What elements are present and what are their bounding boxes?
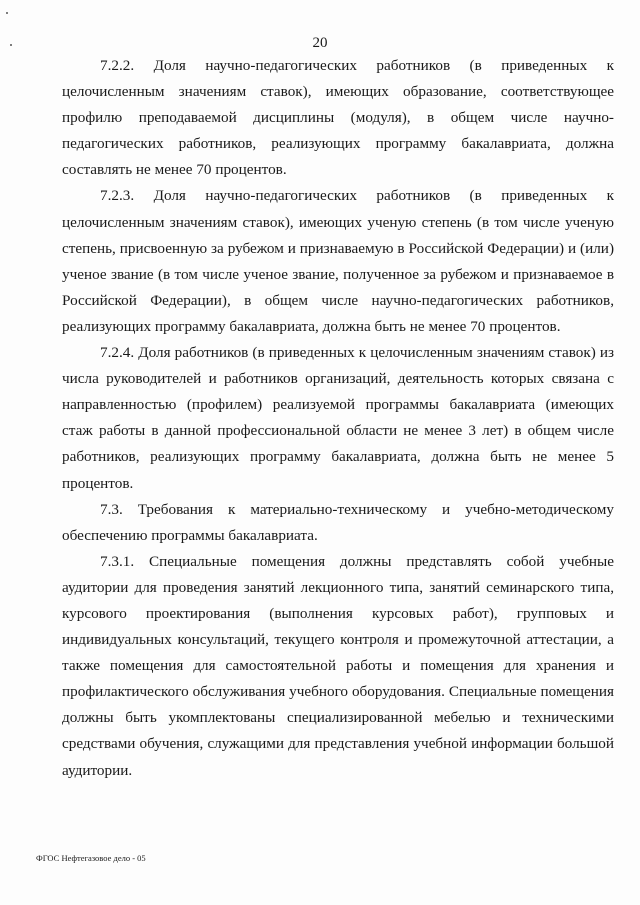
paragraph-7-3-1: 7.3.1. Специальные помещения должны представлять собой учебные аудитории для проведения занятий лекционного типа, занятий семинарского типа, курсового проектирования (выполнения курсовых работ), групповых и индивидуальных консультаций, текущего контроля и промежуточной аттестации, а также помещения для самостоятельной работы и помещения для хранения и профилактического обслуживания учебного оборудования. Специальные помещения должны быть укомплектованы специализированной мебелью и техническими средствами обучения, служащими для представления учебной информации большой аудитории. — [62, 552, 614, 779]
paragraph-7-2-2: 7.2.2. Доля научно-педагогических работников (в приведенных к целочисленным значениям ставок), имеющих образование, соответствующее профилю преподаваемой дисциплины (модуля), в общем числе научно-педагогических работников, реализующих программу бакалавриата, должна составлять не менее 70 процентов. — [62, 57, 614, 179]
document-body — [62, 53, 614, 784]
paragraph-7-3: 7.3. Требования к материально-техническому и учебно-методическому обеспечению программы бакалавриата. — [62, 500, 614, 544]
scan-artifact — [6, 12, 8, 14]
page-footer: ФГОС Нефтегазовое дело - 05 — [36, 853, 146, 863]
page-number: 20 — [312, 35, 328, 51]
paragraph-7-2-3: 7.2.3. Доля научно-педагогических работников (в приведенных к целочисленным значениям ставок), имеющих ученую степень (в том числе ученую степень, присвоенную за рубежом и признаваемую в Российской Федерации) и (или) ученое звание (в том числе ученое звание, полученное за рубежом и признаваемое в Российской Федерации), в общем числе научно-педагогических работников, реализующих программу бакалавриата, должна быть не менее 70 процентов. — [62, 187, 614, 335]
paragraph-7-2-4: 7.2.4. Доля работников (в приведенных к целочисленным значениям ставок) из числа руководителей и работников организаций, деятельность которых связана с направленностью (профилем) реализуемой программы бакалавриата (имеющих стаж работы в данной профессиональной области не менее 3 лет) в общем числе работников, реализующих программу бакалавриата, должна быть не менее 5 процентов. — [62, 344, 614, 492]
